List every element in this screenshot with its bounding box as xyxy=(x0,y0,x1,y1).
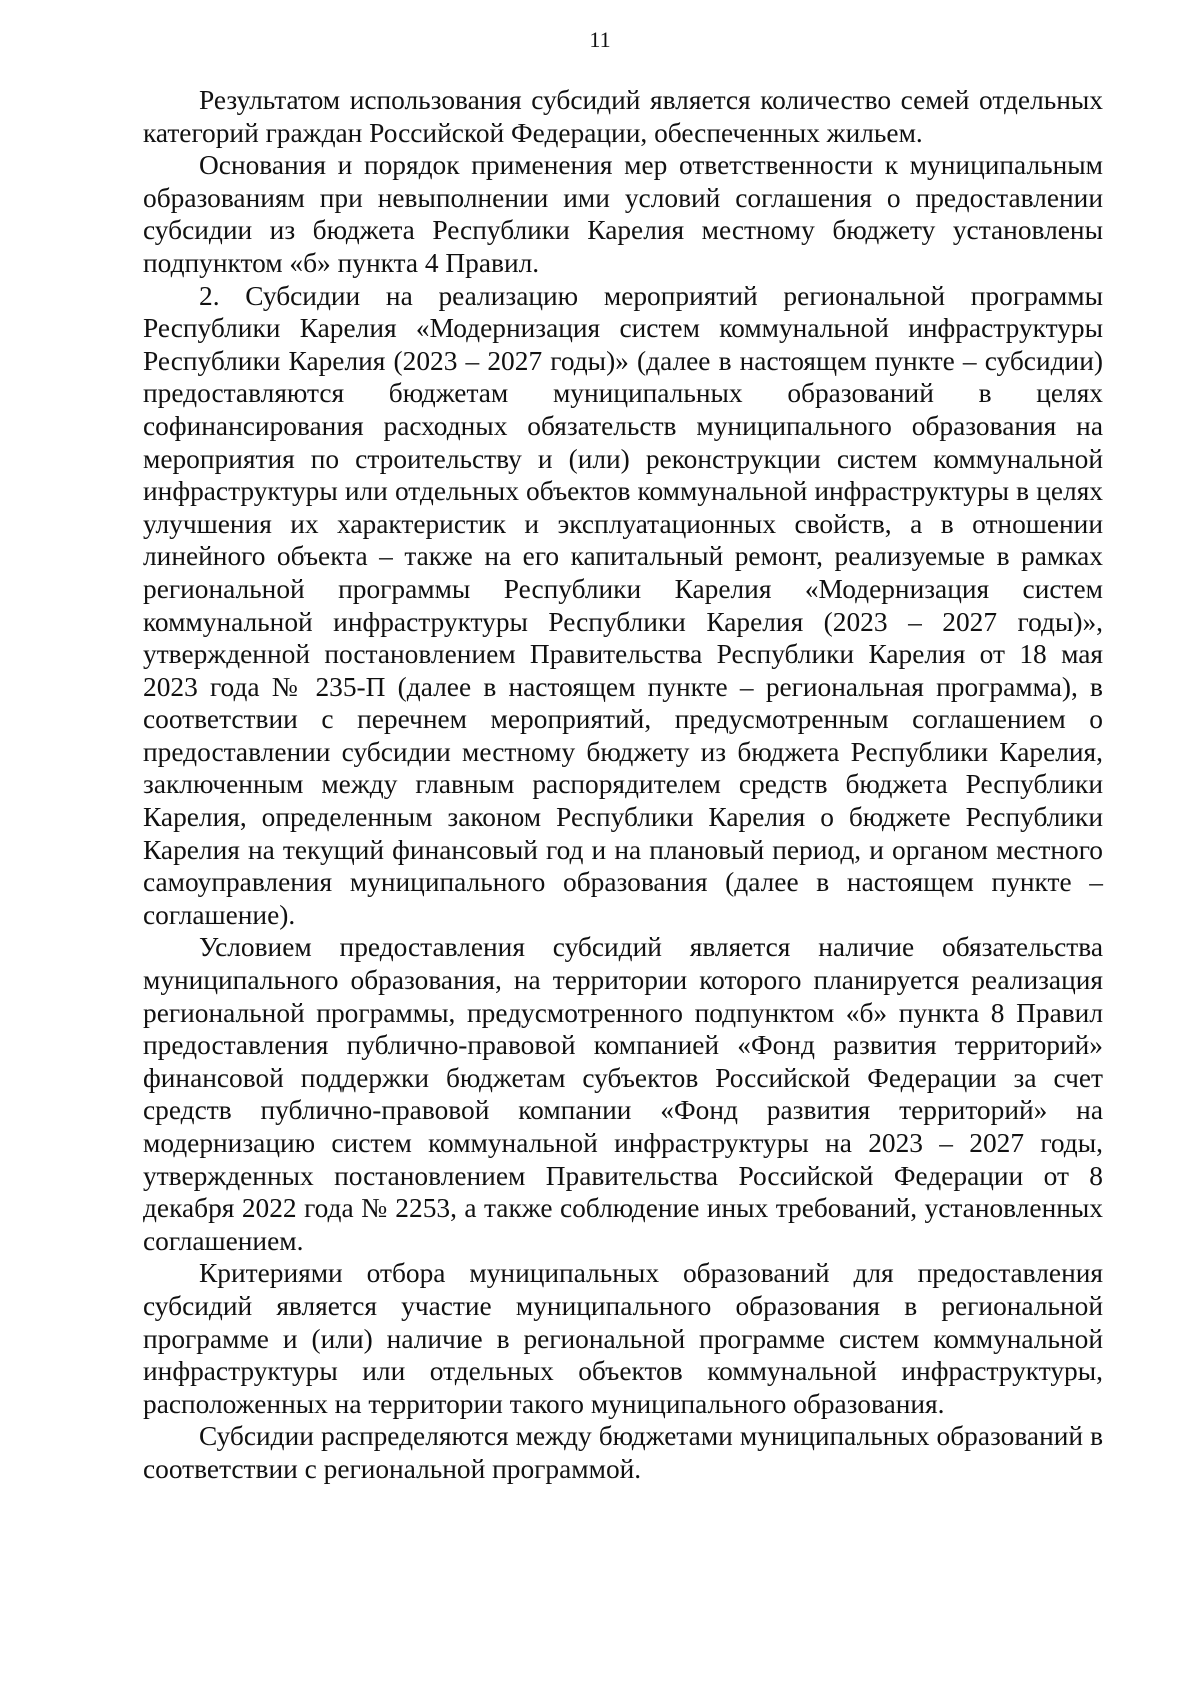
paragraph-subsidy-condition: Условием предоставления субсидий является наличие обязательства муниципального образования, на территории которого планируется реализация региональной программы, предусмотренного подпунктом «б» пункта 8 Правил предоставления публично-правовой компанией «Фонд развития территорий» финансовой поддержки бюджетам субъектов Российской Федерации за счет средств публично-правовой компании «Фонд развития территорий» на модернизацию систем коммунальной инфраструктуры на 2023 – 2027 годы, утвержденных постановлением Правительства Российской Федерации от 8 декабря 2022 года № 2253, а также соблюдение иных требований, установленных соглашением. xyxy=(143,932,1103,1256)
document-body xyxy=(143,84,1103,1486)
paragraph-subsidy-result: Результатом использования субсидий является количество семей отдельных категорий граждан Российской Федерации, обеспеченных жильем. xyxy=(143,85,1103,148)
paragraph-selection-criteria: Критериями отбора муниципальных образований для предоставления субсидий является участие муниципального образования в региональной программе и (или) наличие в региональной программе систем коммунальной инфраструктуры или отдельных объектов коммунальной инфраструктуры, расположенных на территории такого муниципального образования. xyxy=(143,1258,1103,1419)
paragraph-item-2-subsidies: 2. Субсидии на реализацию мероприятий региональной программы Республики Карелия «Модернизация систем коммунальной инфраструктуры Республики Карелия (2023 – 2027 годы)» (далее в настоящем пункте – субсидии) предоставляются бюджетам муниципальных образований в целях софинансирования расходных обязательств муниципального образования на мероприятия по строительству и (или) реконструкции систем коммунальной инфраструктуры или отдельных объектов коммунальной инфраструктуры в целях улучшения их характеристик и эксплуатационных свойств, а в отношении линейного объекта – также на его капитальный ремонт, реализуемые в рамках региональной программы Республики Карелия «Модернизация систем коммунальной инфраструктуры Республики Карелия (2023 – 2027 годы)», утвержденной постановлением Правительства Республики Карелия от 18 мая 2023 года № 235-П (далее в настоящем пункте – региональная программа), в соответствии с перечнем мероприятий, предусмотренным соглашением о предоставлении субсидии местному бюджету из бюджета Республики Карелия, заключенным между главным распорядителем средств бюджета Республики Карелия, определенным законом Республики Карелия о бюджете Республики Карелия на текущий финансовый год и на плановый период, и органом местного самоуправления муниципального образования (далее в настоящем пункте – соглашение). xyxy=(143,280,1103,930)
paragraph-responsibility-measures: Основания и порядок применения мер ответственности к муниципальным образованиям при невыполнении ими условий соглашения о предоставлении субсидии из бюджета Республики Карелия местному бюджету установлены подпунктом «б» пункта 4 Правил. xyxy=(143,150,1103,278)
page-number: 11 xyxy=(589,27,611,52)
paragraph-subsidy-distribution: Субсидии распределяются между бюджетами муниципальных образований в соответствии с региональной программой. xyxy=(143,1421,1103,1484)
